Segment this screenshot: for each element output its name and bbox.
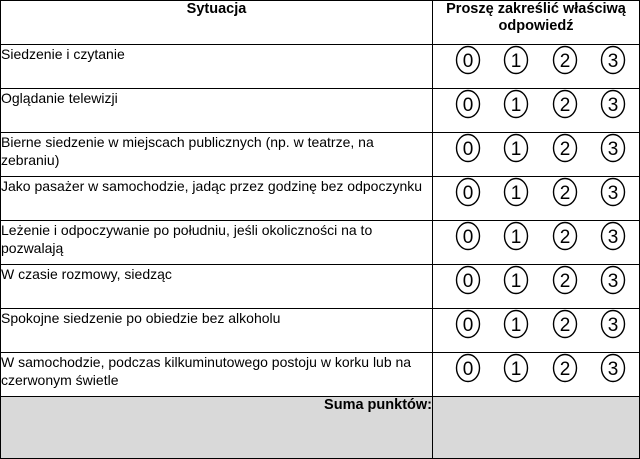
circled-option-0[interactable] <box>455 353 481 383</box>
option-value: 2 <box>559 95 570 116</box>
answer-choices-cell <box>433 89 640 133</box>
circle-icon <box>503 177 529 207</box>
option-value: 2 <box>559 359 570 380</box>
circle-icon <box>600 45 626 75</box>
circle-icon <box>455 265 481 295</box>
circled-option-3[interactable] <box>600 221 626 251</box>
answer-choices <box>433 309 639 339</box>
option-value: 2 <box>559 51 570 72</box>
circle-icon <box>455 45 481 75</box>
answer-choices-cell <box>433 177 640 221</box>
circled-option-1[interactable] <box>503 309 529 339</box>
answer-choices-cell <box>433 265 640 309</box>
circled-option-0[interactable] <box>455 45 481 75</box>
situation-row <box>1 265 640 309</box>
circle-icon <box>552 309 578 339</box>
circled-option-0[interactable] <box>455 89 481 119</box>
situation-row <box>1 353 640 397</box>
circle-icon <box>503 133 529 163</box>
circled-option-2[interactable] <box>552 45 578 75</box>
option-value: 1 <box>511 315 522 336</box>
option-value: 0 <box>462 183 474 204</box>
circle-icon <box>600 221 626 251</box>
option-value: 1 <box>511 51 522 72</box>
circle-icon <box>552 265 578 295</box>
circle-icon <box>455 309 481 339</box>
answer-choices <box>433 353 639 383</box>
circled-option-1[interactable] <box>503 45 529 75</box>
option-value: 0 <box>462 51 474 72</box>
situation-row <box>1 309 640 353</box>
option-value: 2 <box>559 227 570 248</box>
circled-option-3[interactable] <box>600 45 626 75</box>
circled-option-3[interactable] <box>600 309 626 339</box>
option-value: 0 <box>462 359 474 380</box>
circled-option-1[interactable] <box>503 353 529 383</box>
option-value: 3 <box>607 51 619 72</box>
answer-choices-cell <box>433 133 640 177</box>
situation-column-header <box>1 1 433 45</box>
circle-icon <box>455 177 481 207</box>
circled-option-1[interactable] <box>503 177 529 207</box>
circled-option-2[interactable] <box>552 353 578 383</box>
answer-choices-cell <box>433 353 640 397</box>
circle-icon <box>552 89 578 119</box>
option-value: 3 <box>607 227 619 248</box>
situation-header-text: Sytuacja <box>186 1 247 17</box>
option-value: 3 <box>607 315 619 336</box>
circle-icon <box>600 309 626 339</box>
circle-icon <box>552 221 578 251</box>
circled-option-3[interactable] <box>600 353 626 383</box>
situation-row <box>1 133 640 177</box>
circle-icon <box>600 89 626 119</box>
circled-option-0[interactable] <box>455 133 481 163</box>
situation-text: W samochodzie, podczas kilkuminutowego postoju w korku lub na czerwonym świetle <box>1 353 433 397</box>
situation-text: Spokojne siedzenie po obiedzie bez alkoholu <box>1 309 433 353</box>
sum-label-cell <box>1 397 433 459</box>
circled-option-2[interactable] <box>552 265 578 295</box>
option-value: 0 <box>462 271 474 292</box>
circle-icon <box>455 133 481 163</box>
situation-text: Oglądanie telewizji <box>1 89 433 133</box>
option-value: 2 <box>559 183 570 204</box>
option-value: 0 <box>462 95 474 116</box>
option-value: 1 <box>511 183 522 204</box>
circled-option-1[interactable] <box>503 265 529 295</box>
option-value: 3 <box>607 271 619 292</box>
circled-option-1[interactable] <box>503 133 529 163</box>
answer-header-line1: Proszę zakreślić właściwą <box>446 1 626 17</box>
option-value: 1 <box>511 95 522 116</box>
situation-rows <box>1 45 640 397</box>
circle-icon <box>552 133 578 163</box>
circled-option-2[interactable] <box>552 221 578 251</box>
circle-icon <box>503 265 529 295</box>
circled-option-2[interactable] <box>552 89 578 119</box>
circle-icon <box>552 353 578 383</box>
circled-option-3[interactable] <box>600 133 626 163</box>
option-value: 2 <box>559 315 570 336</box>
situation-text: W czasie rozmowy, siedząc <box>1 265 433 309</box>
option-value: 1 <box>511 227 522 248</box>
circle-icon <box>552 45 578 75</box>
circled-option-3[interactable] <box>600 177 626 207</box>
circle-icon <box>600 265 626 295</box>
option-value: 3 <box>607 183 619 204</box>
header-row <box>1 1 640 45</box>
situation-text: Leżenie i odpoczywanie po południu, jeśli okoliczności na to pozwalają <box>1 221 433 265</box>
option-value: 3 <box>607 95 619 116</box>
option-value: 0 <box>462 315 474 336</box>
circle-icon <box>600 177 626 207</box>
circled-option-0[interactable] <box>455 221 481 251</box>
answer-choices <box>433 89 639 119</box>
answer-choices <box>433 265 639 295</box>
sum-row <box>1 397 640 459</box>
answer-choices <box>433 45 639 75</box>
circled-option-2[interactable] <box>552 133 578 163</box>
circled-option-0[interactable] <box>455 309 481 339</box>
answer-column-header <box>433 1 640 45</box>
sum-label: Suma punktów: <box>324 397 432 413</box>
circled-option-0[interactable] <box>455 265 481 295</box>
circle-icon <box>503 89 529 119</box>
circled-option-3[interactable] <box>600 265 626 295</box>
situation-text: Siedzenie i czytanie <box>1 45 433 89</box>
option-value: 1 <box>511 139 522 160</box>
circled-option-3[interactable] <box>600 89 626 119</box>
circle-icon <box>503 221 529 251</box>
circle-icon <box>503 353 529 383</box>
circled-option-0[interactable] <box>455 177 481 207</box>
answer-header-line2: odpowiedź <box>498 18 574 34</box>
circle-icon <box>455 89 481 119</box>
circle-icon <box>503 309 529 339</box>
circled-option-1[interactable] <box>503 221 529 251</box>
situation-row <box>1 177 640 221</box>
situation-text: Bierne siedzenie w miejscach publicznych (np. w teatrze, na zebraniu) <box>1 133 433 177</box>
answer-choices <box>433 133 639 163</box>
circle-icon <box>600 133 626 163</box>
circle-icon <box>552 177 578 207</box>
situation-row <box>1 221 640 265</box>
circled-option-1[interactable] <box>503 89 529 119</box>
circle-icon <box>600 353 626 383</box>
option-value: 2 <box>559 139 570 160</box>
option-value: 1 <box>511 359 522 380</box>
circle-icon <box>455 221 481 251</box>
option-value: 2 <box>559 271 570 292</box>
situation-row <box>1 89 640 133</box>
option-value: 3 <box>607 359 619 380</box>
answer-choices <box>433 177 639 207</box>
option-value: 0 <box>462 227 474 248</box>
situation-row <box>1 45 640 89</box>
answer-choices-cell <box>433 45 640 89</box>
answer-choices-cell <box>433 221 640 265</box>
option-value: 3 <box>607 139 619 160</box>
sum-value-cell[interactable] <box>433 397 640 459</box>
circle-icon <box>455 353 481 383</box>
circled-option-2[interactable] <box>552 177 578 207</box>
situation-text: Jako pasażer w samochodzie, jadąc przez godzinę bez odpoczynku <box>1 177 433 221</box>
answer-choices <box>433 221 639 251</box>
option-value: 0 <box>462 139 474 160</box>
option-value: 1 <box>511 271 522 292</box>
answer-choices-cell <box>433 309 640 353</box>
circled-option-2[interactable] <box>552 309 578 339</box>
circle-icon <box>503 45 529 75</box>
